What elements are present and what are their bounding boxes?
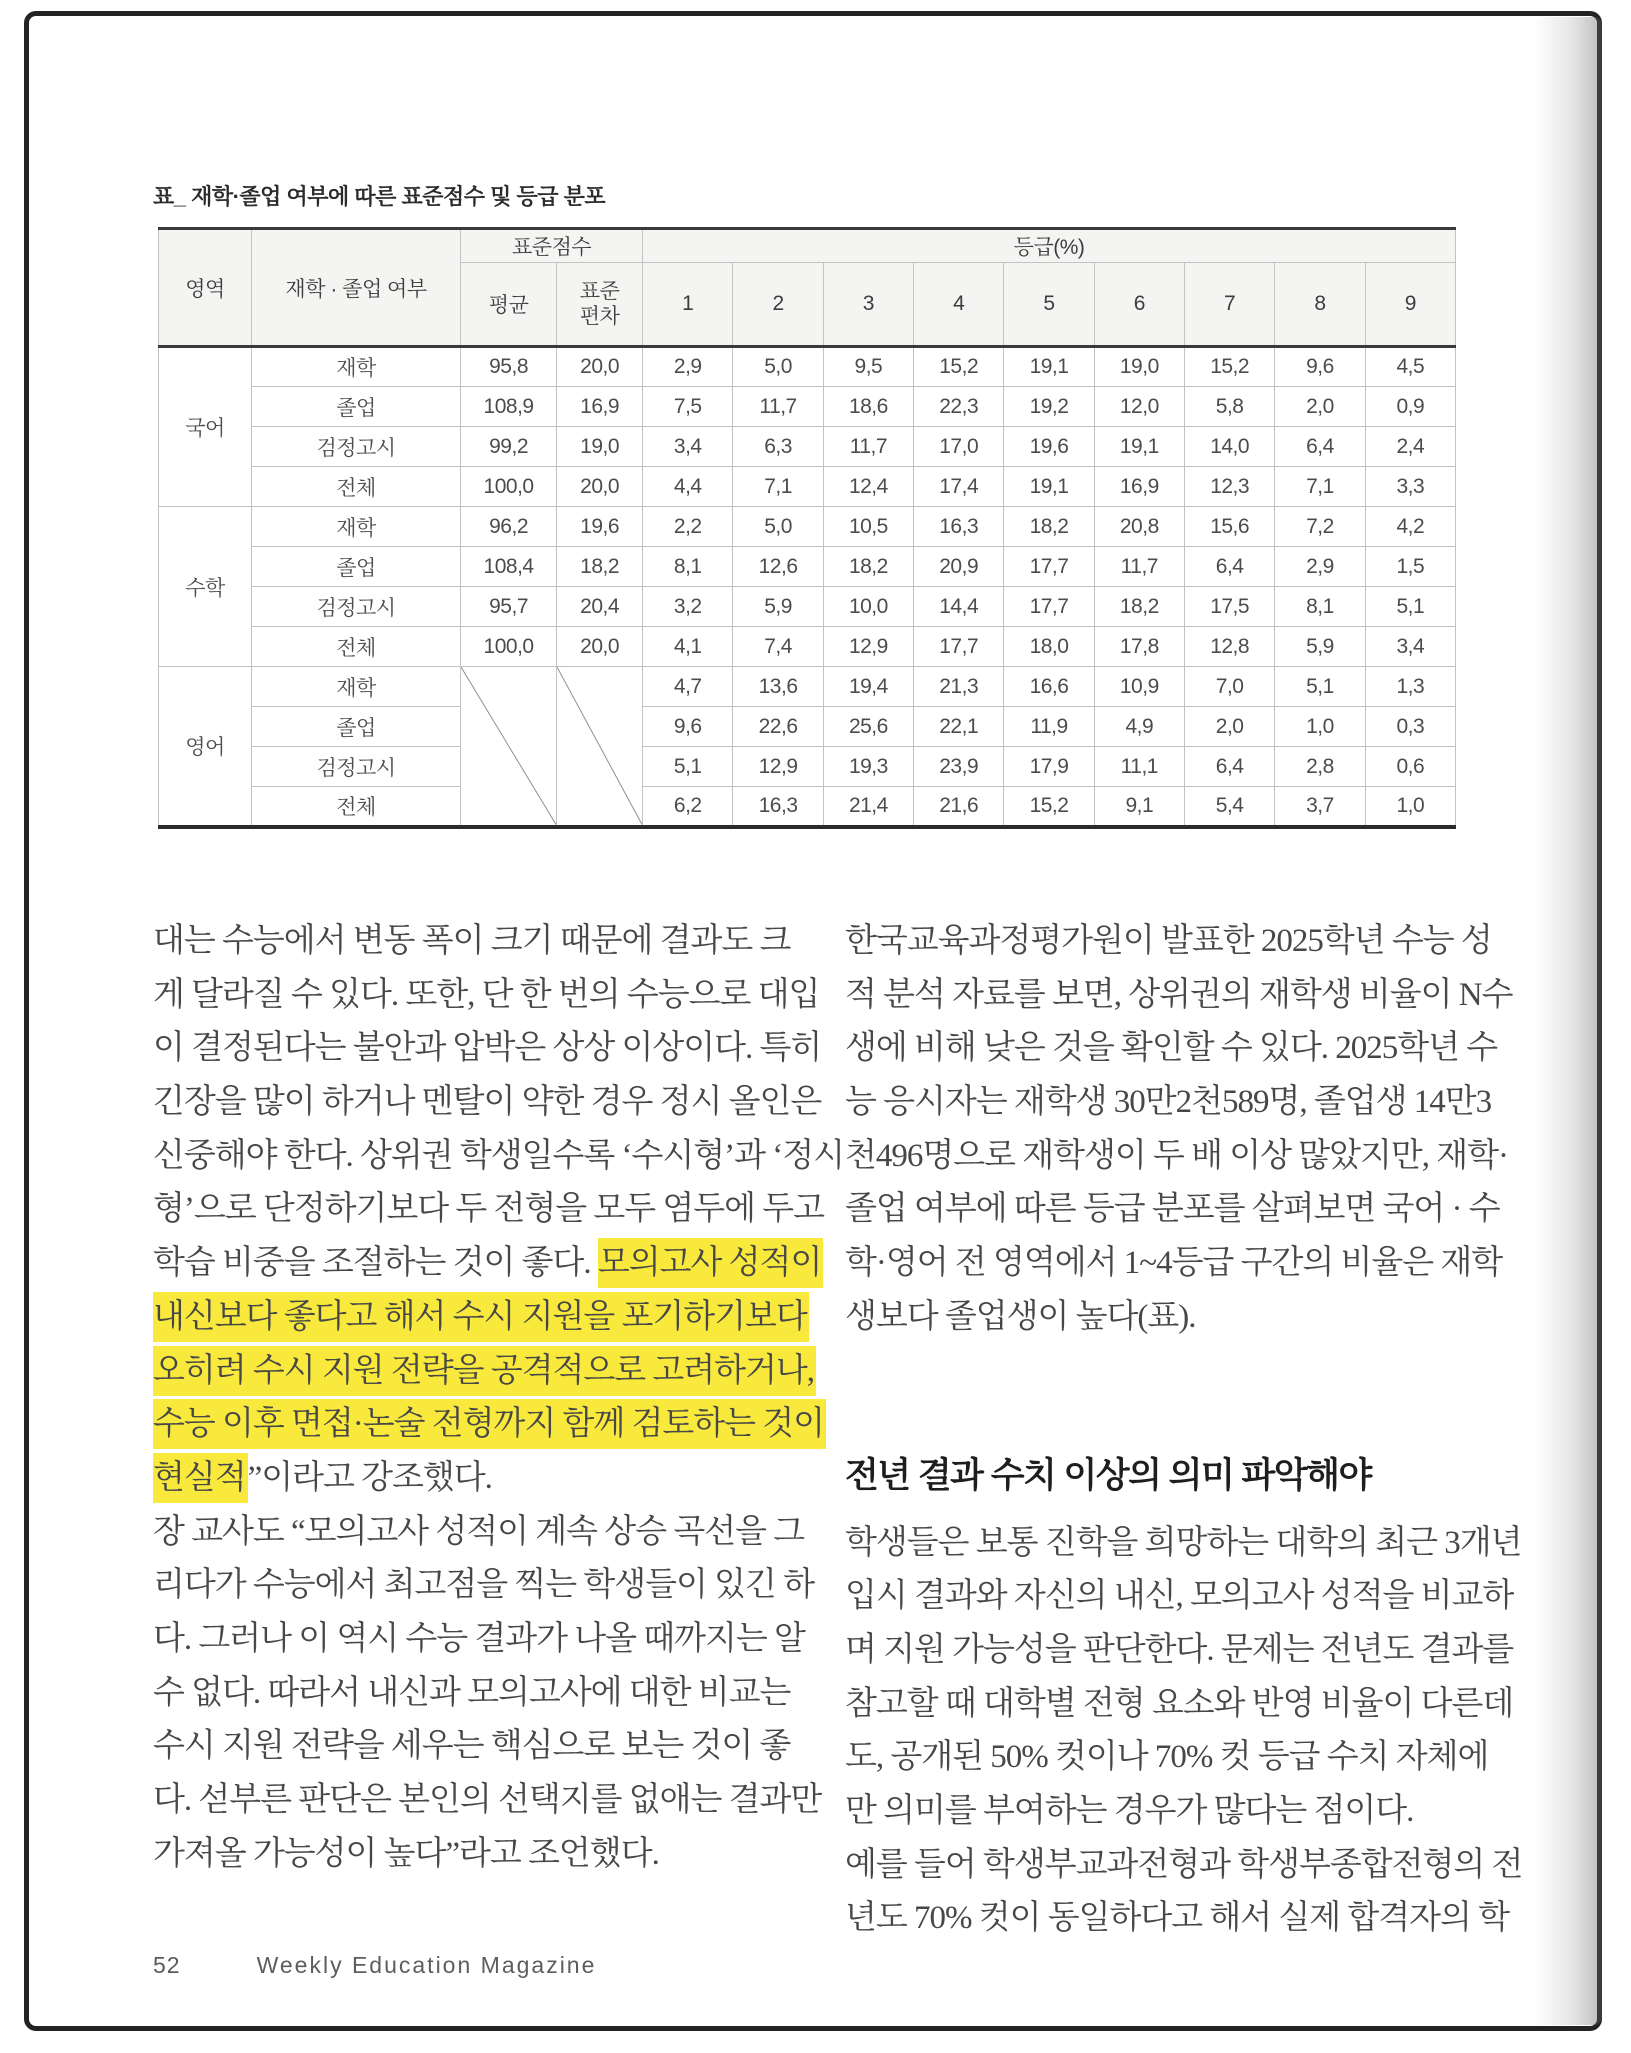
grade-cell: 5,0: [733, 347, 823, 387]
text-line: [153, 915, 791, 969]
grade-cell: 0,9: [1365, 387, 1455, 427]
grade-cell: 17,7: [1004, 547, 1094, 587]
text-segment: 신중해야 한다. 상위권 학생일수록 ‘수시형’과 ‘정시: [153, 1137, 845, 1174]
status-cell: 전체: [252, 627, 461, 667]
status-cell: 재학: [252, 347, 461, 387]
grade-cell: 11,9: [1004, 707, 1094, 747]
table-row: [159, 667, 1456, 707]
area-cell: 수학: [159, 507, 252, 667]
section-heading: 전년 결과 수치 이상의 의미 파악해야: [845, 1455, 1371, 1495]
grade-cell: 19,6: [1004, 427, 1094, 467]
grade-cell: 12,8: [1184, 627, 1274, 667]
grade-cell: 19,2: [1004, 387, 1094, 427]
status-cell: 졸업: [252, 707, 461, 747]
table-caption: 표_ 재학·졸업 여부에 따른 표준점수 및 등급 분포: [153, 184, 606, 209]
grade-cell: 21,3: [914, 667, 1004, 707]
grade-cell: 3,3: [1365, 467, 1455, 507]
grade-cell: 7,4: [733, 627, 823, 667]
grade-cell: 5,0: [733, 507, 823, 547]
grade-cell: 6,2: [643, 787, 733, 827]
table-row: [159, 747, 1456, 787]
highlighted-text: 내신보다 좋다고 해서 수시 지원을 포기하기보다: [153, 1292, 809, 1342]
text-line: [153, 1345, 815, 1399]
grade-cell: 16,6: [1004, 667, 1094, 707]
header-mean: 평균: [461, 263, 557, 347]
text-segment: 게 달라질 수 있다. 또한, 단 한 번의 수능으로 대입: [153, 976, 820, 1013]
grade-cell: 22,6: [733, 707, 823, 747]
grade-cell: 7,1: [1275, 467, 1365, 507]
grade-cell: 5,1: [1365, 587, 1455, 627]
text-line: [845, 1237, 1503, 1291]
header-grade-2: 2: [733, 263, 823, 347]
grade-cell: 2,2: [643, 507, 733, 547]
table-row: [159, 587, 1456, 627]
grade-cell: 17,9: [1004, 747, 1094, 787]
text-segment: 능 응시자는 재학생 30만2천589명, 졸업생 14만3: [845, 1084, 1492, 1121]
mean-cell: 108,9: [461, 387, 557, 427]
grade-cell: 18,2: [1004, 507, 1094, 547]
grade-cell: 4,1: [643, 627, 733, 667]
grade-cell: 25,6: [823, 707, 913, 747]
text-segment: 도, 공개된 50% 컷이나 70% 컷 등급 수치 자체에: [845, 1739, 1489, 1776]
sd-cell: 20,0: [557, 467, 643, 507]
grade-cell: 15,2: [1184, 347, 1274, 387]
sd-cell: 20,4: [557, 587, 643, 627]
grade-cell: 10,5: [823, 507, 913, 547]
header-grade-8: 8: [1275, 263, 1365, 347]
text-line: [153, 1130, 845, 1184]
status-cell: 검정고시: [252, 747, 461, 787]
grade-cell: 17,4: [914, 467, 1004, 507]
grade-cell: 5,8: [1184, 387, 1274, 427]
grade-cell: 10,0: [823, 587, 913, 627]
text-line: [845, 1624, 1514, 1678]
grade-cell: 3,2: [643, 587, 733, 627]
right-paragraph-1: [845, 915, 1513, 1345]
text-line: [153, 1506, 805, 1560]
grade-cell: 9,5: [823, 347, 913, 387]
status-cell: 전체: [252, 467, 461, 507]
grade-cell: 16,3: [914, 507, 1004, 547]
grade-cell: 0,6: [1365, 747, 1455, 787]
grade-cell: 7,2: [1275, 507, 1365, 547]
grade-cell: 20,9: [914, 547, 1004, 587]
header-sd-line: 표준: [579, 279, 620, 303]
text-line: [845, 1130, 1509, 1184]
header-grade-9: 9: [1365, 263, 1455, 347]
status-cell: 검정고시: [252, 587, 461, 627]
text-segment: 수시 지원 전략을 세우는 핵심으로 보는 것이 좋: [153, 1728, 791, 1765]
grade-cell: 4,4: [643, 467, 733, 507]
grade-cell: 16,3: [733, 787, 823, 827]
grade-cell: 11,7: [823, 427, 913, 467]
text-line: [845, 1022, 1498, 1076]
grade-cell: 10,9: [1094, 667, 1184, 707]
grade-cell: 12,4: [823, 467, 913, 507]
sd-cell: 18,2: [557, 547, 643, 587]
grade-cell: 18,2: [1094, 587, 1184, 627]
area-cell: 국어: [159, 347, 252, 507]
grade-cell: 13,6: [733, 667, 823, 707]
header-grade-3: 3: [823, 263, 913, 347]
text-segment: 학생들은 보통 진학을 희망하는 대학의 최근 3개년: [845, 1524, 1522, 1561]
magazine-name: Weekly Education Magazine: [256, 1952, 597, 1978]
grade-cell: 18,2: [823, 547, 913, 587]
grade-cell: 19,1: [1004, 467, 1094, 507]
text-line: [845, 1076, 1492, 1130]
text-segment: 년도 70% 컷이 동일하다고 해서 실제 합격자의 학: [845, 1900, 1510, 1937]
status-cell: 검정고시: [252, 427, 461, 467]
table-row: [159, 347, 1456, 387]
text-line: [153, 1076, 822, 1130]
text-line: [845, 1785, 1477, 1839]
header-area: 영역: [159, 229, 252, 347]
text-line: [153, 1774, 822, 1828]
grade-cell: 4,5: [1365, 347, 1455, 387]
text-line: [153, 1613, 805, 1667]
highlighted-text: 모의고사 성적이: [598, 1238, 823, 1288]
text-line: [153, 1828, 785, 1882]
text-line: [153, 1667, 791, 1721]
text-segment: 리다가 수능에서 최고점을 찍는 학생들이 있긴 하: [153, 1567, 815, 1604]
grade-cell: 2,4: [1365, 427, 1455, 467]
status-cell: 졸업: [252, 387, 461, 427]
text-line: [845, 1570, 1514, 1624]
grade-cell: 22,3: [914, 387, 1004, 427]
text-line: [845, 915, 1492, 969]
text-segment: 며 지원 가능성을 판단한다. 문제는 전년도 결과를: [845, 1631, 1514, 1668]
grade-cell: 17,7: [1004, 587, 1094, 627]
text-segment: 학습 비중을 조절하는 것이 좋다.: [153, 1245, 598, 1282]
grade-cell: 19,0: [1094, 347, 1184, 387]
grade-cell: 5,1: [643, 747, 733, 787]
text-line: [153, 1720, 791, 1774]
text-line: [153, 1559, 815, 1613]
grade-cell: 1,3: [1365, 667, 1455, 707]
grade-cell: 9,1: [1094, 787, 1184, 827]
grade-cell: 16,9: [1094, 467, 1184, 507]
article-left-column: [153, 915, 845, 1881]
header-grade-pct: 등급(%): [643, 229, 1456, 263]
grade-cell: 5,4: [1184, 787, 1274, 827]
text-segment: 참고할 때 대학별 전형 요소와 반영 비율이 다른데: [845, 1685, 1514, 1722]
text-segment: 이 결정된다는 불안과 압박은 상상 이상이다. 특히: [153, 1030, 822, 1067]
grade-cell: 12,6: [733, 547, 823, 587]
status-cell: 전체: [252, 787, 461, 827]
text-segment: 입시 결과와 자신의 내신, 모의고사 성적을 비교하: [845, 1578, 1514, 1615]
text-line: [153, 1022, 822, 1076]
sd-cell: 19,6: [557, 507, 643, 547]
table-row: [159, 427, 1456, 467]
text-segment: 예를 들어 학생부교과전형과 학생부종합전형의 전: [845, 1846, 1523, 1883]
grade-cell: 12,3: [1184, 467, 1274, 507]
sd-cell: 20,0: [557, 347, 643, 387]
mean-cell: 100,0: [461, 627, 557, 667]
text-segment: ”이라고 강조했다.: [247, 1459, 492, 1496]
table-row: [159, 627, 1456, 667]
text-line: [153, 1398, 825, 1452]
grade-cell: 14,4: [914, 587, 1004, 627]
text-line: [153, 1237, 822, 1291]
highlighted-text: 오히려 수시 지원 전략을 공격적으로 고려하거나,: [153, 1346, 816, 1396]
article-right-column: [845, 915, 1523, 1946]
header-sd: [557, 263, 643, 347]
text-segment: 졸업 여부에 따른 등급 분포를 살펴보면 국어 · 수: [845, 1191, 1500, 1228]
text-line: [153, 1183, 825, 1237]
sd-cell: 19,0: [557, 427, 643, 467]
text-line: [153, 1291, 807, 1345]
text-line: [845, 1839, 1523, 1893]
grade-cell: 4,9: [1094, 707, 1184, 747]
score-table: [158, 227, 1456, 829]
grade-cell: 3,7: [1275, 787, 1365, 827]
grade-cell: 19,4: [823, 667, 913, 707]
grade-cell: 6,4: [1184, 547, 1274, 587]
mean-cell: 95,8: [461, 347, 557, 387]
text-segment: 생보다 졸업생이 높다(표).: [845, 1298, 1196, 1335]
status-cell: 졸업: [252, 547, 461, 587]
text-segment: 다. 그러나 이 역시 수능 결과가 나올 때까지는 알: [153, 1620, 805, 1657]
table-row: [159, 467, 1456, 507]
grade-cell: 17,5: [1184, 587, 1274, 627]
grade-cell: 4,7: [643, 667, 733, 707]
text-segment: 한국교육과정평가원이 발표한 2025학년 수능 성: [845, 923, 1492, 959]
grade-cell: 2,8: [1275, 747, 1365, 787]
diagonal-cell-mean: [461, 667, 557, 827]
sd-cell: 16,9: [557, 387, 643, 427]
text-line: [845, 1517, 1522, 1571]
header-grade-4: 4: [914, 263, 1004, 347]
sd-cell: 20,0: [557, 627, 643, 667]
status-cell: 재학: [252, 507, 461, 547]
grade-cell: 22,1: [914, 707, 1004, 747]
status-cell: 재학: [252, 667, 461, 707]
text-line: [845, 1678, 1514, 1732]
grade-cell: 2,0: [1184, 707, 1274, 747]
grade-cell: 2,9: [1275, 547, 1365, 587]
mean-cell: 96,2: [461, 507, 557, 547]
grade-cell: 21,4: [823, 787, 913, 827]
grade-cell: 15,2: [1004, 787, 1094, 827]
text-segment: 만 의미를 부여하는 경우가 많다는 점이다.: [845, 1792, 1414, 1829]
table-row: [159, 707, 1456, 747]
area-cell: 영어: [159, 667, 252, 827]
grade-cell: 15,6: [1184, 507, 1274, 547]
text-segment: 다. 섣부른 판단은 본인의 선택지를 없애는 결과만: [153, 1782, 822, 1818]
mean-cell: 108,4: [461, 547, 557, 587]
grade-cell: 1,0: [1275, 707, 1365, 747]
grade-cell: 8,1: [643, 547, 733, 587]
text-line: [845, 1892, 1510, 1946]
grade-cell: 5,1: [1275, 667, 1365, 707]
table-header-row-1: [159, 229, 1456, 263]
text-line: [845, 1291, 1477, 1345]
header-grade-7: 7: [1184, 263, 1274, 347]
table-row: [159, 507, 1456, 547]
grade-cell: 0,3: [1365, 707, 1455, 747]
grade-cell: 12,9: [823, 627, 913, 667]
text-segment: 긴장을 많이 하거나 멘탈이 약한 경우 정시 올인은: [153, 1084, 822, 1121]
grade-cell: 7,5: [643, 387, 733, 427]
text-segment: 수 없다. 따라서 내신과 모의고사에 대한 비교는: [153, 1674, 791, 1711]
grade-cell: 5,9: [733, 587, 823, 627]
page-footer: [153, 1952, 596, 1979]
grade-cell: 19,3: [823, 747, 913, 787]
text-segment: 생에 비해 낮은 것을 확인할 수 있다. 2025학년 수: [845, 1030, 1498, 1067]
grade-cell: 3,4: [643, 427, 733, 467]
grade-cell: 18,0: [1004, 627, 1094, 667]
grade-cell: 18,6: [823, 387, 913, 427]
grade-cell: 15,2: [914, 347, 1004, 387]
grade-cell: 9,6: [643, 707, 733, 747]
table-row: [159, 387, 1456, 427]
highlighted-text: 현실적: [153, 1453, 248, 1503]
grade-cell: 17,0: [914, 427, 1004, 467]
grade-cell: 1,5: [1365, 547, 1455, 587]
diagonal-cell-sd: [557, 667, 643, 827]
grade-cell: 2,0: [1275, 387, 1365, 427]
grade-cell: 19,1: [1004, 347, 1094, 387]
grade-cell: 5,9: [1275, 627, 1365, 667]
text-line: [153, 1452, 785, 1506]
mean-cell: 95,7: [461, 587, 557, 627]
text-segment: 대는 수능에서 변동 폭이 크기 때문에 결과도 크: [153, 923, 791, 959]
table-row: [159, 787, 1456, 827]
grade-cell: 11,7: [1094, 547, 1184, 587]
grade-cell: 23,9: [914, 747, 1004, 787]
diagonal-line: [557, 667, 642, 825]
text-segment: 학·영어 전 영역에서 1~4등급 구간의 비율은 재학: [845, 1245, 1503, 1282]
table-row: [159, 547, 1456, 587]
text-line: [845, 1731, 1489, 1785]
grade-cell: 6,3: [733, 427, 823, 467]
page-number: 52: [153, 1952, 181, 1978]
header-grade-6: 6: [1094, 263, 1184, 347]
mean-cell: 99,2: [461, 427, 557, 467]
text-segment: 천496명으로 재학생이 두 배 이상 많았지만, 재학·: [845, 1137, 1509, 1174]
grade-cell: 17,8: [1094, 627, 1184, 667]
grade-cell: 3,4: [1365, 627, 1455, 667]
grade-cell: 19,1: [1094, 427, 1184, 467]
grade-cell: 14,0: [1184, 427, 1274, 467]
text-line: [845, 1183, 1500, 1237]
grade-cell: 4,2: [1365, 507, 1455, 547]
text-segment: 형’으로 단정하기보다 두 전형을 모두 염두에 두고: [153, 1191, 825, 1228]
diagonal-line: [461, 667, 556, 825]
grade-cell: 9,6: [1275, 347, 1365, 387]
grade-cell: 6,4: [1184, 747, 1274, 787]
header-std-score: 표준점수: [461, 229, 643, 263]
grade-cell: 11,1: [1094, 747, 1184, 787]
highlighted-text: 수능 이후 면접·논술 전형까지 함께 검토하는 것이: [153, 1399, 826, 1449]
header-grade-1: 1: [643, 263, 733, 347]
header-status: 재학 · 졸업 여부: [252, 229, 461, 347]
grade-cell: 11,7: [733, 387, 823, 427]
grade-cell: 7,1: [733, 467, 823, 507]
text-line: [153, 969, 820, 1023]
grade-cell: 6,4: [1275, 427, 1365, 467]
header-grade-5: 5: [1004, 263, 1094, 347]
header-sd-line: 편차: [579, 305, 620, 328]
grade-cell: 8,1: [1275, 587, 1365, 627]
text-segment: 가져올 가능성이 높다”라고 조언했다.: [153, 1835, 659, 1872]
grade-cell: 12,0: [1094, 387, 1184, 427]
grade-cell: 17,7: [914, 627, 1004, 667]
grade-cell: 12,9: [733, 747, 823, 787]
text-segment: 장 교사도 “모의고사 성적이 계속 상승 곡선을 그: [153, 1513, 805, 1550]
text-segment: 적 분석 자료를 보면, 상위권의 재학생 비율이 N수: [845, 976, 1513, 1013]
mean-cell: 100,0: [461, 467, 557, 507]
grade-cell: 1,0: [1365, 787, 1455, 827]
grade-cell: 2,9: [643, 347, 733, 387]
grade-cell: 21,6: [914, 787, 1004, 827]
grade-cell: 7,0: [1184, 667, 1274, 707]
text-line: [845, 969, 1513, 1023]
right-paragraph-2: [845, 1517, 1523, 1947]
grade-cell: 20,8: [1094, 507, 1184, 547]
